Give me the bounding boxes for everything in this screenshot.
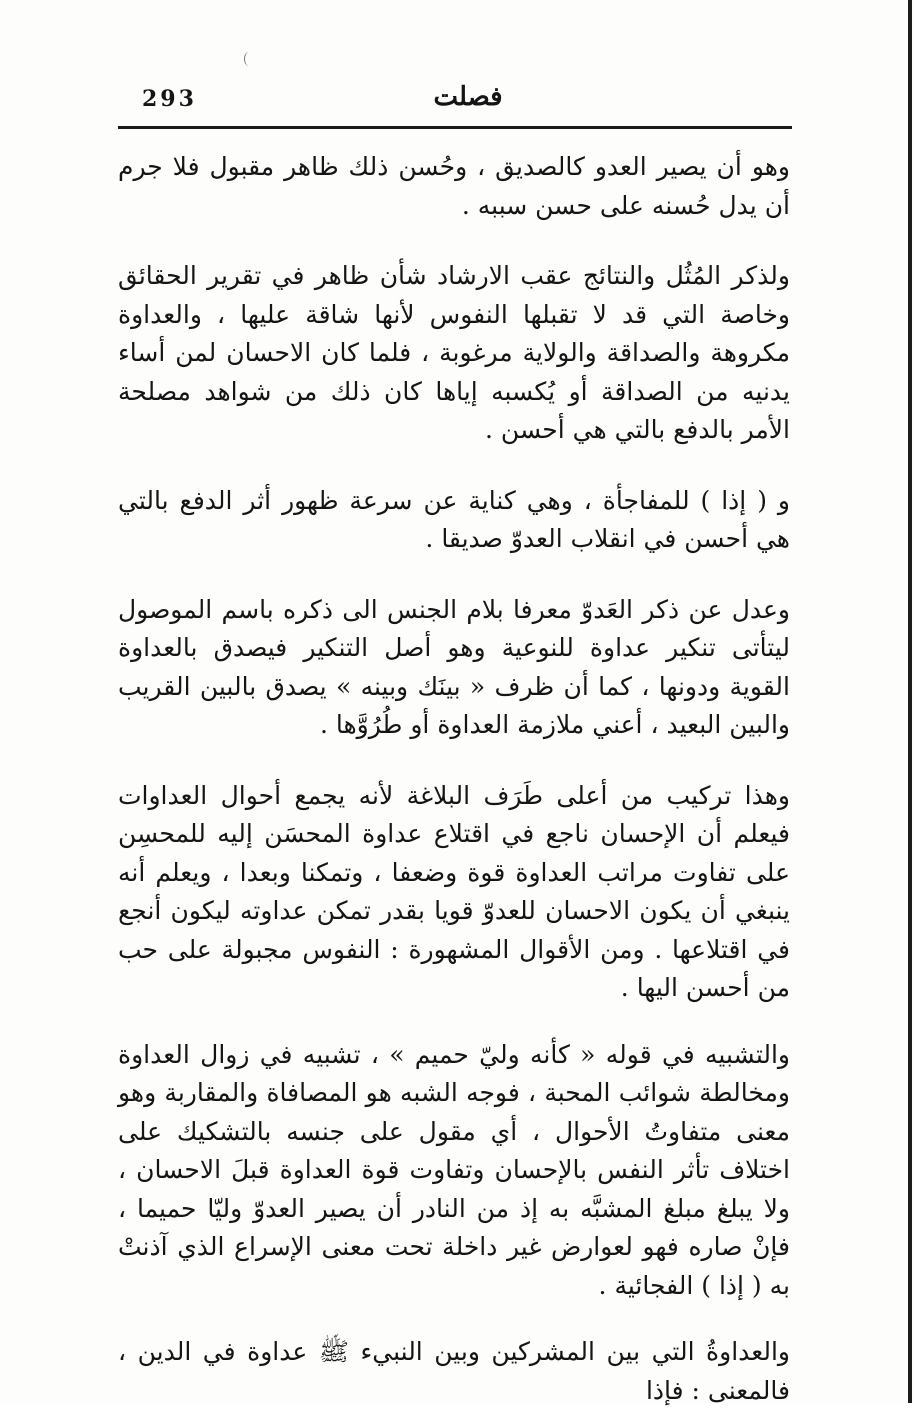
- paragraph-5: وهذا تركيب من أعلى طَرَف البلاغة لأنه يجمع أحوال العداوات فيعلم أن الإحسان ناجع في اقتلاع عداوة المحسَن إليه للمحسِن على تفاوت مراتب العداوة قوة وضعفا ، وتمكنا وبعدا ، ويعلم أنه ينبغي أن يكون الاحسان للعدوّ قويا بقدر تمكن عداوته ليكون أنجع في اقتلاعها . ومن الأقوال المشهورة : النفوس مجبولة على حب من أحسن اليها .: [118, 780, 790, 1002]
- paragraph-2: ولذكر المُثُل والنتائج عقب الارشاد شأن ظاهر في تقرير الحقائق وخاصة التي قد لا تقبلها النفوس لأنها شاقة عليها ، والعداوة مكروهة والصداقة والولاية مرغوبة ، فلما كان الاحسان لمن أساء يدنيه من الصداقة أو يُكسبه إياها كان ذلك من شواهد مصلحة الأمر بالدفع بالتي هي أحسن .: [118, 261, 790, 444]
- paragraph-3: و ( إذا ) للمفاجأة ، وهي كناية عن سرعة ظهور أثر الدفع بالتي هي أحسن في انقلاب العدوّ صديقا .: [118, 485, 790, 553]
- paragraph-7: والعداوةُ التي بين المشركين وبين النبيء ﷺ عداوة في الدين ، فالمعنى : فإذا: [118, 1337, 790, 1405]
- running-title: فصلت: [433, 82, 503, 112]
- body-text: [118, 148, 790, 1410]
- page-number: 293: [142, 86, 197, 112]
- page-header: [118, 82, 790, 122]
- pencil-mark: [244, 52, 254, 66]
- paragraph-1: وهو أن يصير العدو كالصديق ، وحُسن ذلك ظاهر مقبول فلا جرم أن يدل حُسنه على حسن سببه .: [118, 152, 790, 220]
- header-divider: [118, 126, 792, 129]
- paragraph-4: وعدل عن ذكر العَدوّ معرفا بلام الجنس الى ذكره باسم الموصول ليتأتى تنكير عداوة للنوعية وهو أصل التنكير فيصدق بالعداوة القوية ودونها ، كما أن ظرف « بينَك وبينه » يصدق بالبين القريب والبين البعيد ، أعني ملازمة العداوة أو طُرُوَّها .: [118, 594, 790, 739]
- scan-edge-line: [908, 0, 912, 1403]
- paragraph-6: والتشبيه في قوله « كأنه وليّ حميم » ، تشبيه في زوال العداوة ومخالطة شوائب المحبة ، فوجه الشبه هو المصافاة والمقاربة وهو معنى متفاوتُ الأحوال ، أي مقول على جنسه بالتشكيك على اختلاف تأثر النفس بالإحسان وتفاوت قوة العداوة قبلَ الاحسان ، ولا يبلغ مبلغ المشبَّه به إذ من النادر أن يصير العدوّ وليّا حميما ، فإنْ صاره فهو لعوارض غير داخلة تحت معنى الإسراع الذي آذنتْ به ( إذا ) الفجائية .: [118, 1039, 790, 1300]
